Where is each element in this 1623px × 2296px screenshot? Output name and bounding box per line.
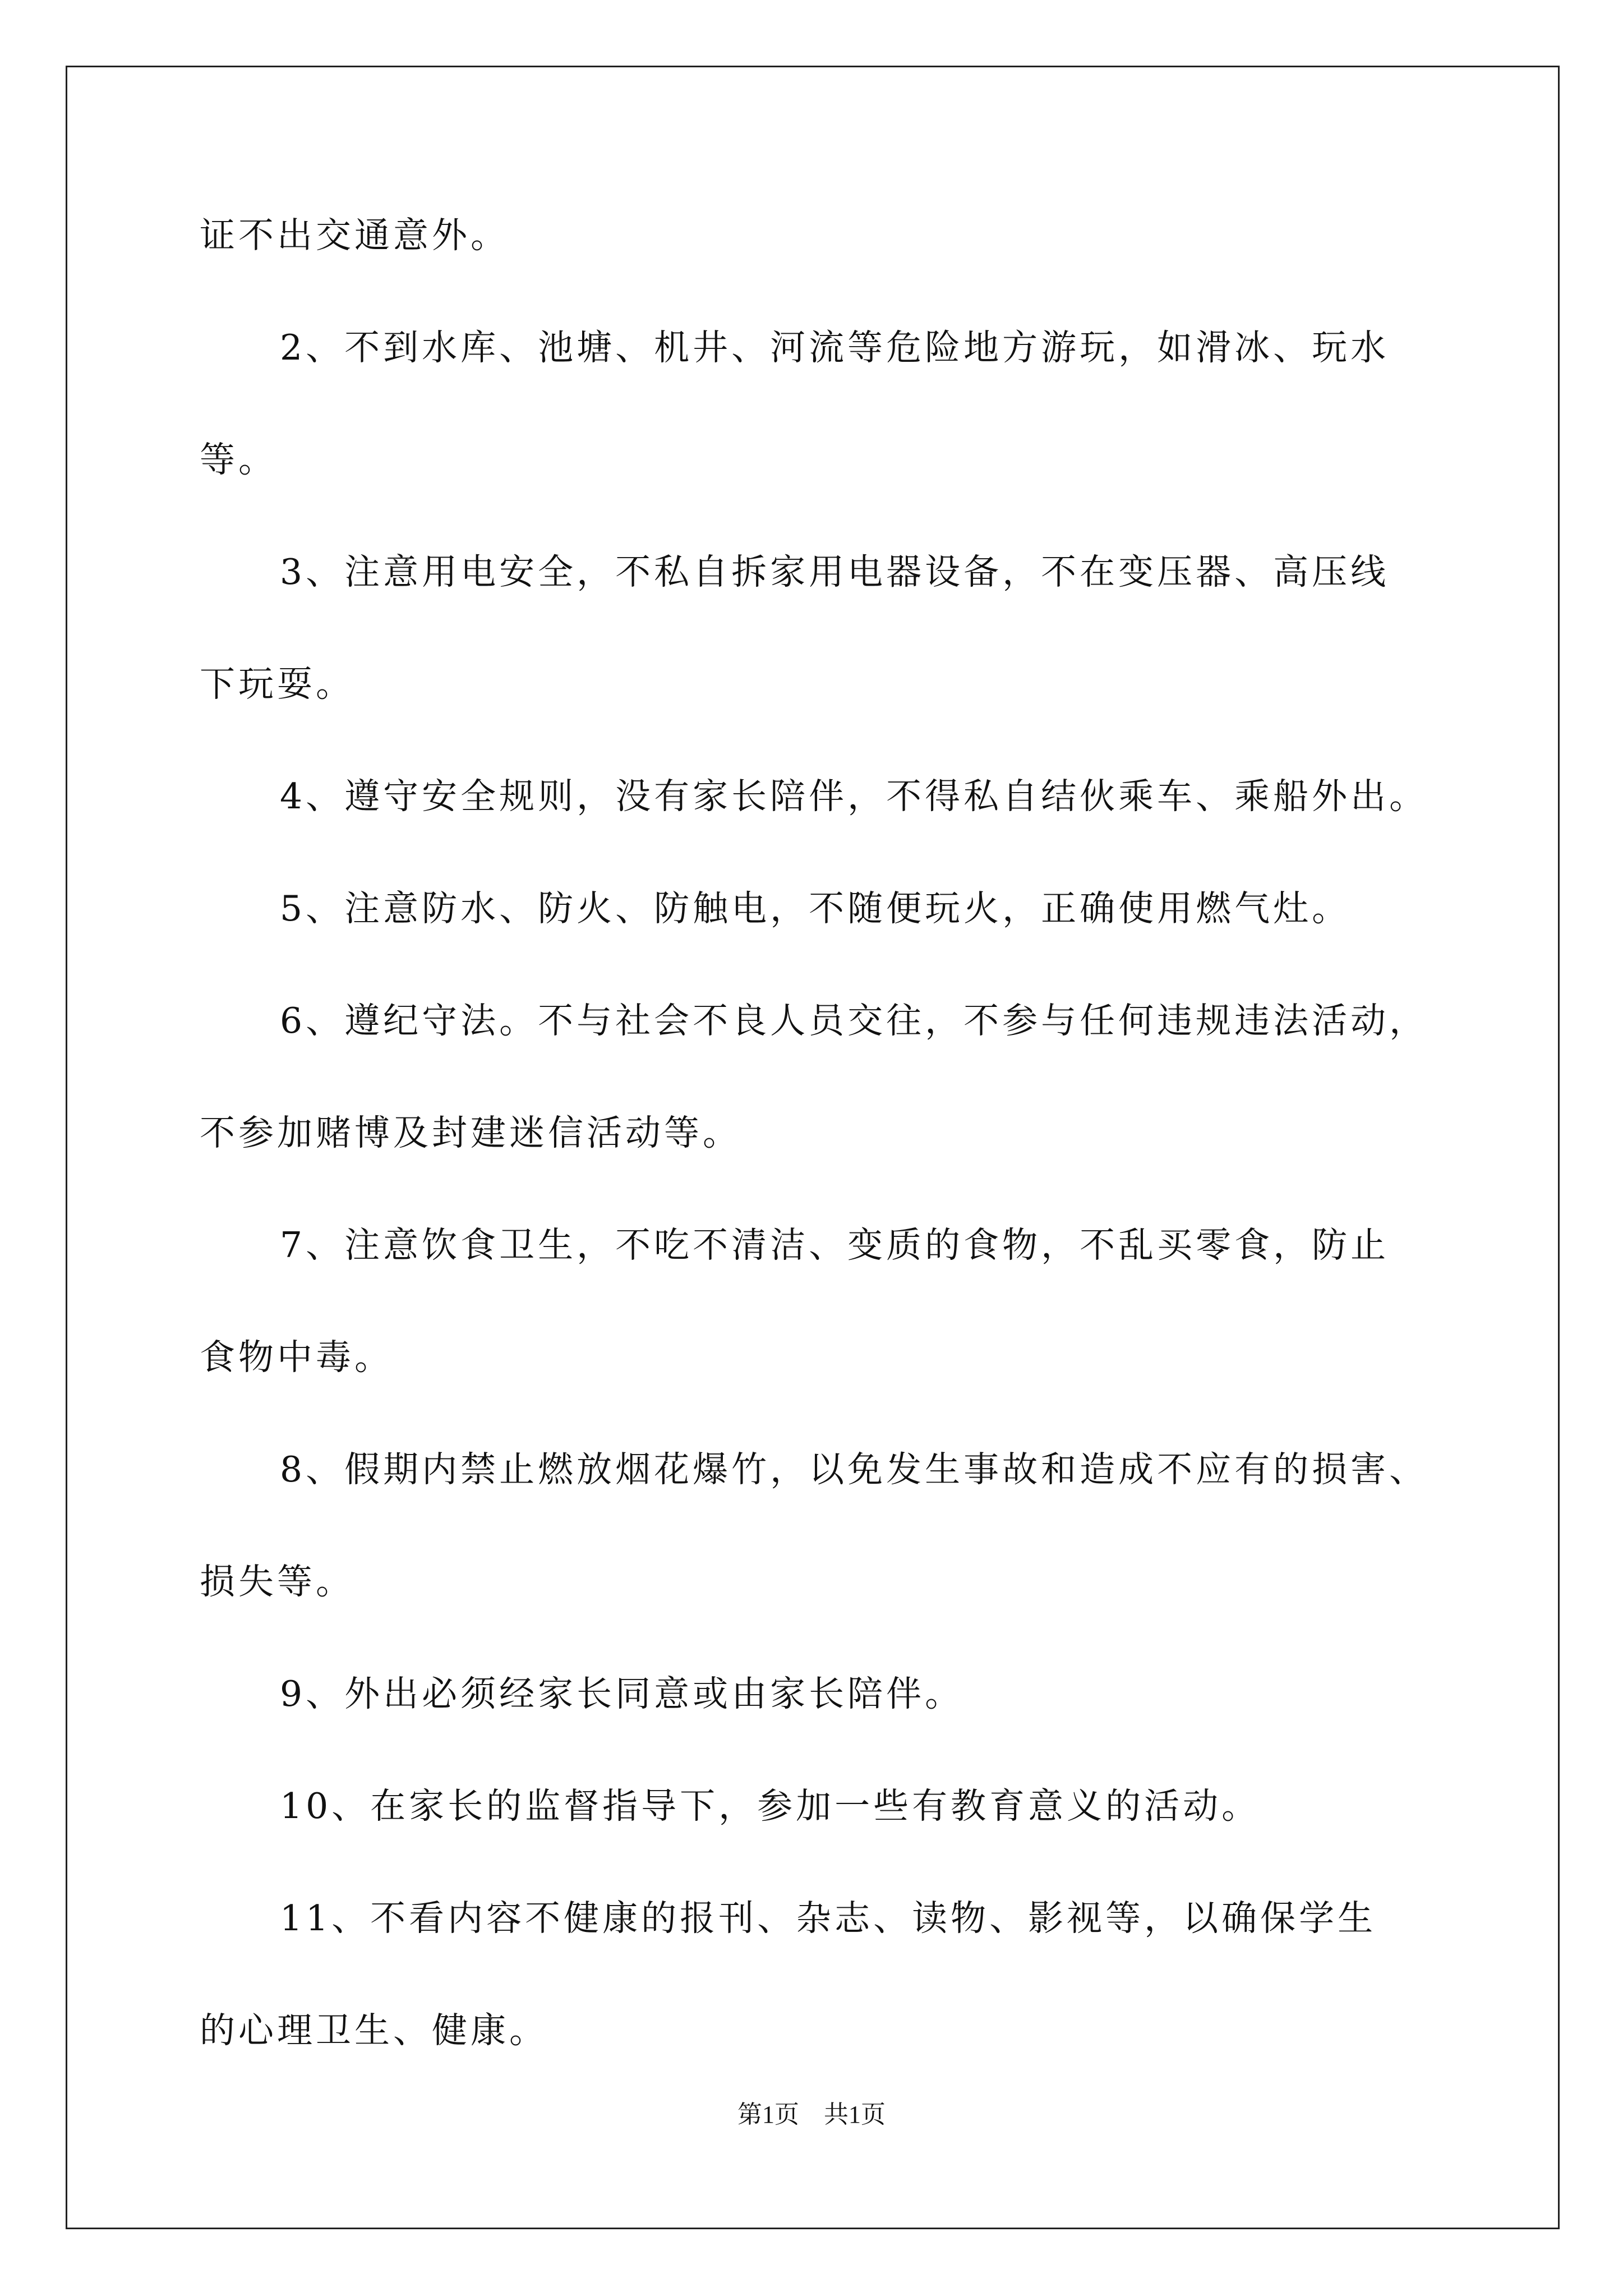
text-line: 2、不到水库、池塘、机井、河流等危险地方游玩，如滑冰、玩水 — [280, 327, 1390, 368]
text-line: 4、遵守安全规则，没有家长陪伴，不得私自结伙乘车、乘船外出。 — [280, 776, 1428, 817]
text-line: 3、注意用电安全，不私自拆家用电器设备，不在变压器、高压线 — [280, 551, 1390, 592]
page-footer — [0, 2098, 1623, 2132]
text-line: 6、遵纪守法。不与社会不良人员交往，不参与任何违规违法活动， — [280, 1000, 1428, 1041]
text-line: 11、不看内容不健康的报刊、杂志、读物、影视等，以确保学生 — [280, 1898, 1377, 1939]
text-line: 食物中毒。 — [200, 1337, 393, 1378]
text-line: 10、在家长的监督指导下，参加一些有教育意义的活动。 — [280, 1786, 1261, 1826]
text-line: 证不出交通意外。 — [200, 215, 509, 256]
text-line: 8、假期内禁止燃放烟花爆竹，以免发生事故和造成不应有的损害、 — [280, 1449, 1428, 1490]
text-line: 不参加赌博及封建迷信活动等。 — [200, 1112, 741, 1153]
page-total: 共1页 — [824, 2101, 886, 2128]
text-line: 的心理卫生、健康。 — [200, 2010, 548, 2051]
text-line: 7、注意饮食卫生，不吃不清洁、变质的食物，不乱买零食，防止 — [280, 1225, 1390, 1266]
text-line: 5、注意防水、防火、防触电，不随便玩火，正确使用燃气灶。 — [280, 888, 1351, 929]
text-line: 等。 — [200, 439, 277, 480]
page-number: 第1页 — [737, 2101, 799, 2128]
text-line: 下玩耍。 — [200, 664, 354, 705]
text-line: 9、外出必须经家长同意或由家长陪伴。 — [280, 1673, 964, 1714]
text-line: 损失等。 — [200, 1561, 354, 1602]
